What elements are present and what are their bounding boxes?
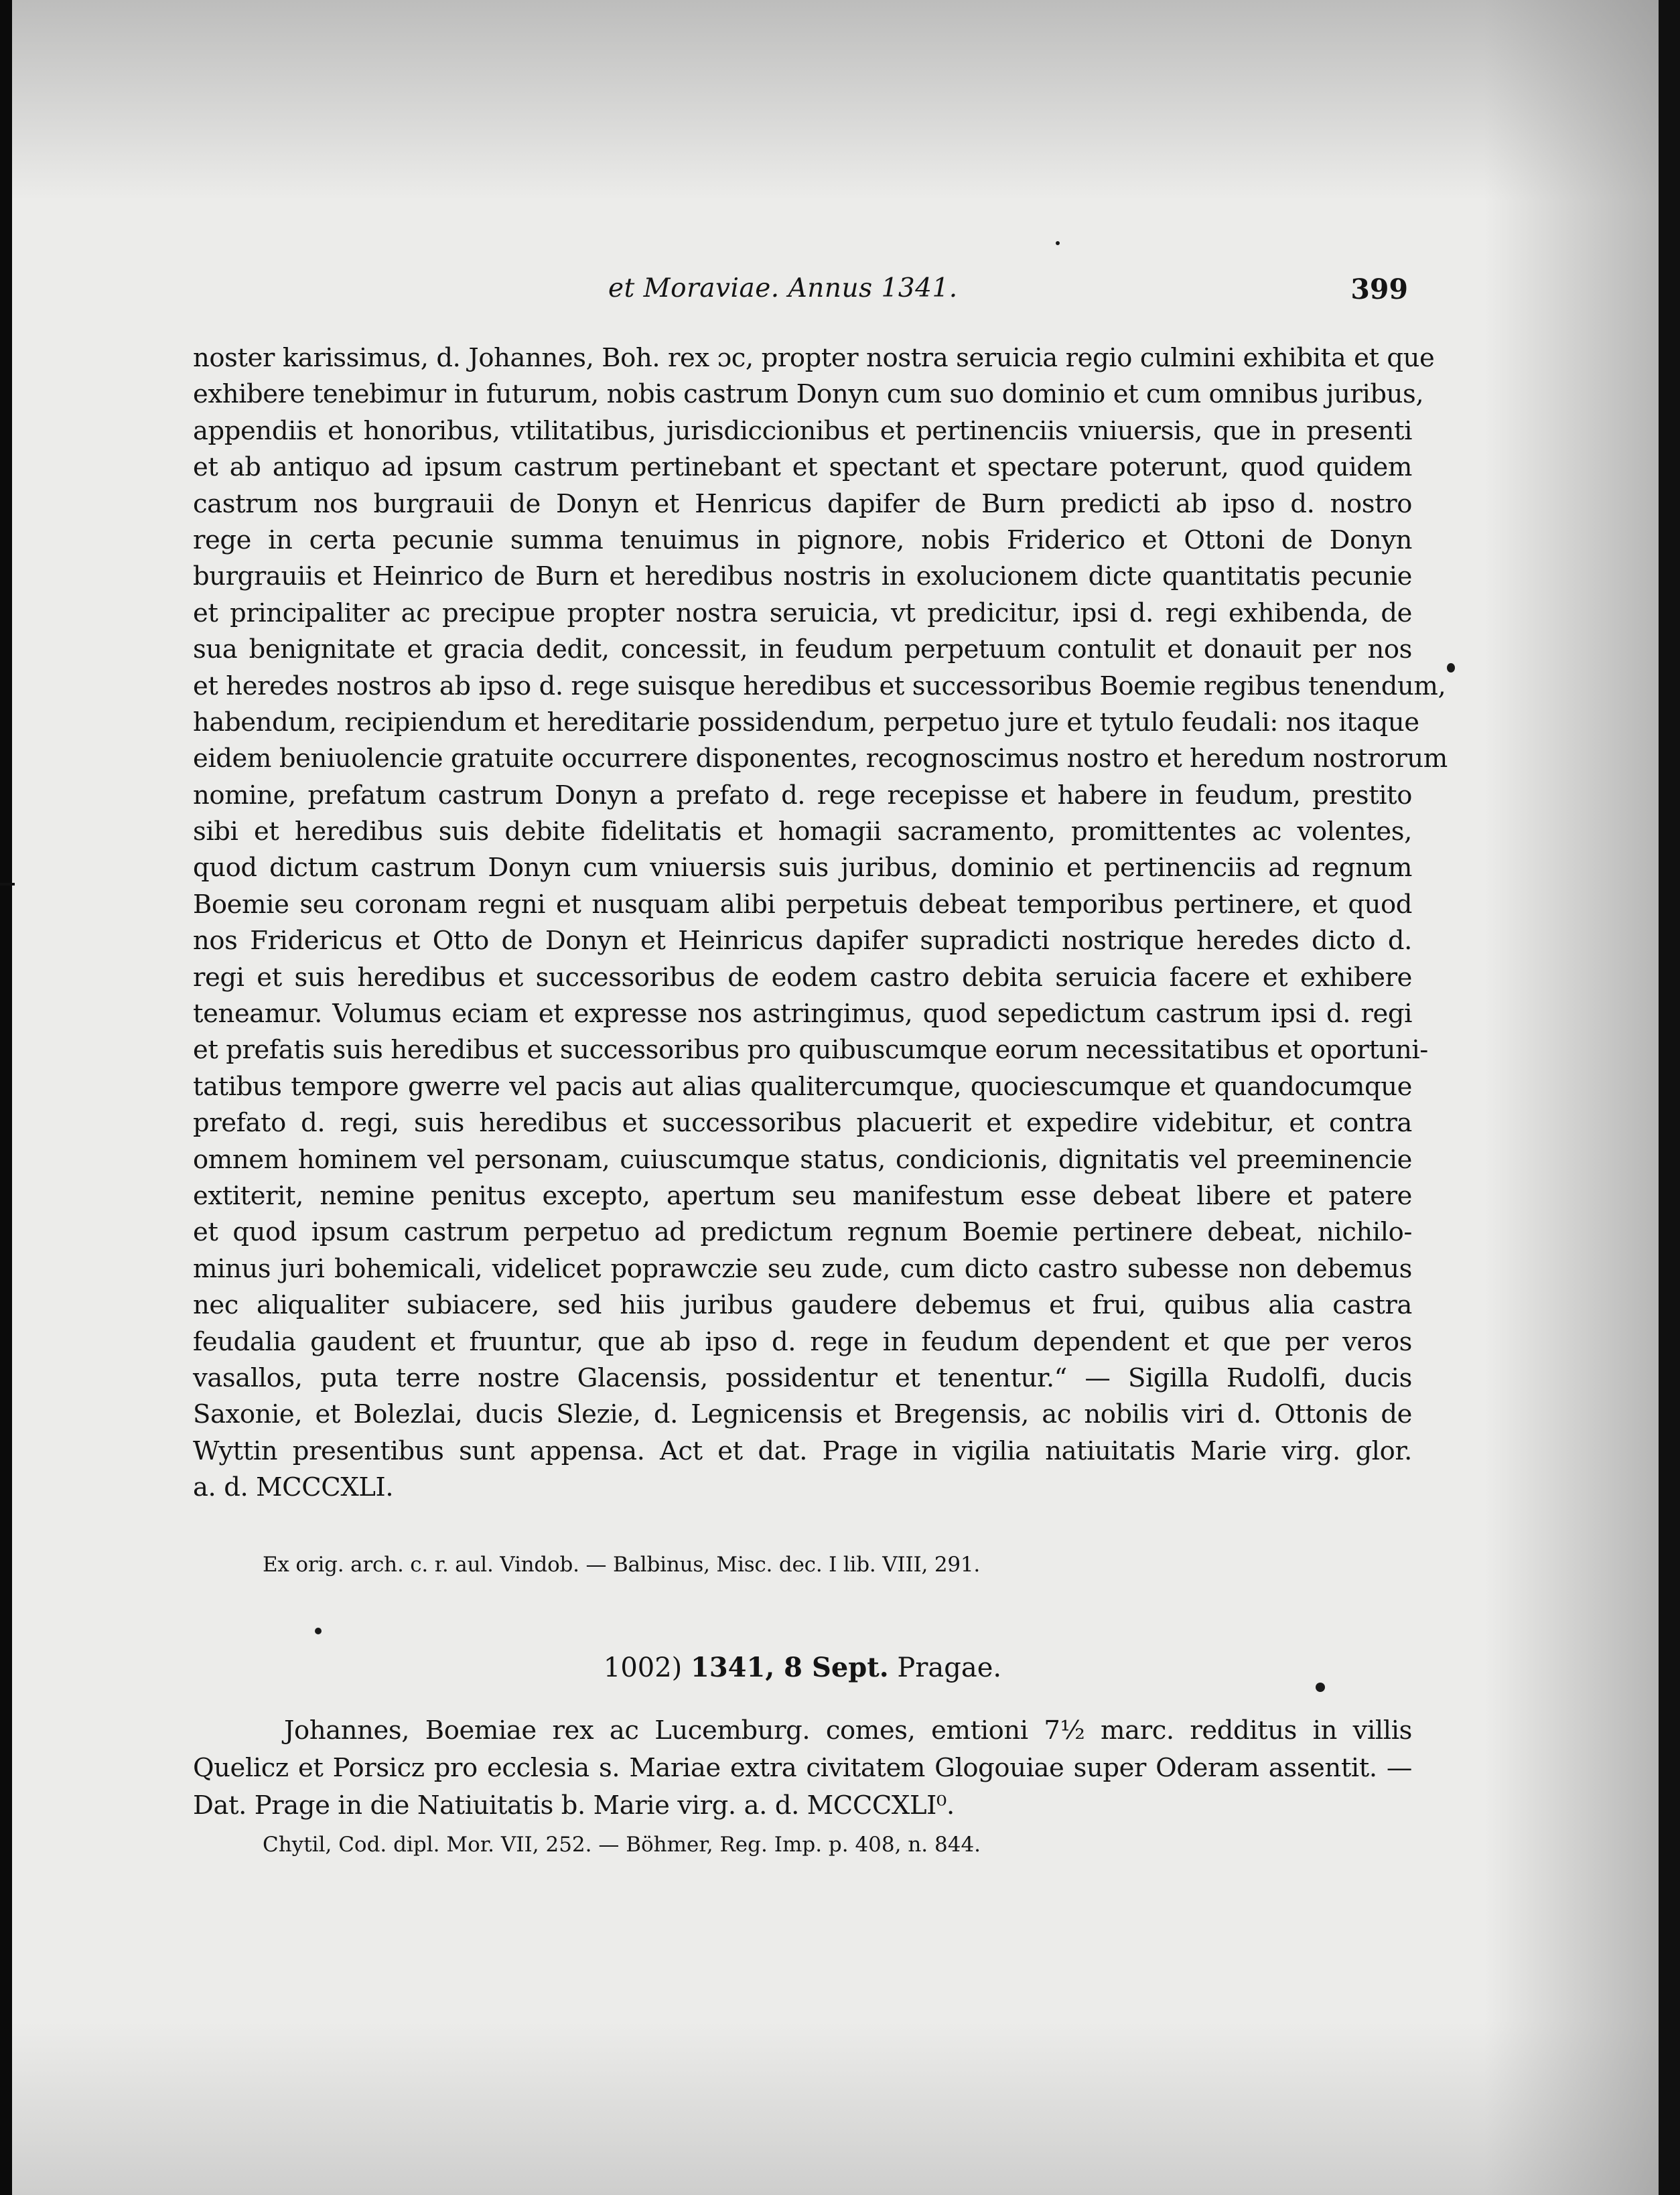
text-line: sua benignitate et gracia dedit, concessit, in feudum perpetuum contulit et donauit per nos (193, 634, 1412, 665)
page-number: 399 (1350, 273, 1408, 305)
entry-date: 1341, 8 Sept. (691, 1652, 889, 1683)
ink-speck (1316, 1683, 1325, 1692)
summary-line: Johannes, Boemiae rex ac Lucemburg. comes, emtioni 7½ marc. redditus in villis (284, 1715, 1412, 1746)
ink-speck (1447, 663, 1455, 672)
scan-border-right (1659, 0, 1680, 2195)
scan-shadow-right (1484, 0, 1659, 2195)
text-line: nomine, prefatum castrum Donyn a prefato d. rege recepisse et habere in feudum, prestito (193, 780, 1412, 810)
text-line: nec aliqualiter subiacere, sed hiis juribus gaudere debemus et frui, quibus alia castra (193, 1290, 1412, 1321)
source-note: Ex orig. arch. c. r. aul. Vindob. — Balbinus, Misc. dec. I lib. VIII, 291. (263, 1553, 981, 1577)
text-line: feudalia gaudent et fruuntur, que ab ipso d. rege in feudum dependent et que per veros (193, 1326, 1412, 1357)
text-line: exhibere tenebimur in futurum, nobis castrum Donyn cum suo dominio et cum omnibus juribus, (193, 379, 1424, 410)
text-line: castrum nos burgrauii de Donyn et Henricus dapifer de Burn predicti ab ipso d. nostro (193, 488, 1412, 519)
text-line: a. d. MCCCXLI. (193, 1472, 394, 1503)
entry-number: 1002) (603, 1652, 683, 1683)
ink-speck (315, 1628, 322, 1634)
text-line: Wyttin presentibus sunt appensa. Act et dat. Prage in vigilia natiuitatis Marie virg. glor. (193, 1435, 1412, 1466)
text-line: appendiis et honoribus, vtilitatibus, jurisdiccionibus et pertinenciis vniuersis, que in presenti (193, 415, 1412, 446)
entry-place: Pragae. (897, 1652, 1002, 1683)
charter-text (193, 340, 1448, 1506)
text-line: et prefatis suis heredibus et successoribus pro quibuscumque eorum necessitatibus et oportuni- (193, 1035, 1428, 1066)
text-line: omnem hominem vel personam, cuiuscumque status, condicionis, dignitatis vel preeminencie (193, 1144, 1412, 1175)
summary-line: Dat. Prage in die Natiuitatis b. Marie virg. a. d. MCCCXLI⁰. (193, 1790, 955, 1821)
text-line: Boemie seu coronam regni et nusquam alibi perpetuis debeat temporibus pertinere, et quod (193, 889, 1412, 920)
text-line: nos Fridericus et Otto de Donyn et Heinricus dapifer supradicti nostrique heredes dicto d. (193, 926, 1412, 957)
text-line: prefato d. regi, suis heredibus et successoribus placuerit et expedire videbitur, et contra (193, 1108, 1412, 1139)
text-line: regi et suis heredibus et successoribus de eodem castro debita seruicia facere et exhibere (193, 962, 1412, 993)
text-line: extiterit, nemine penitus excepto, apertum seu manifestum esse debeat libere et patere (193, 1180, 1412, 1211)
entry-citation: Chytil, Cod. dipl. Mor. VII, 252. — Böhmer, Reg. Imp. p. 408, n. 844. (263, 1833, 981, 1857)
text-line: burgrauiis et Heinrico de Burn et heredibus nostris in exolucionem dicte quantitatis pecunie (193, 561, 1412, 592)
scan-shadow-top (12, 0, 1659, 201)
text-line: et ab antiquo ad ipsum castrum pertinebant et spectant et spectare poterunt, quod quidem (193, 452, 1412, 483)
page-header (193, 273, 1412, 313)
text-line: sibi et heredibus suis debite fidelitatis et homagii sacramento, promittentes ac volentes, (193, 817, 1412, 847)
ink-speck (1056, 241, 1060, 245)
summary-line: Quelicz et Porsicz pro ecclesia s. Mariae extra civitatem Glogouiae super Oderam assentit. — (193, 1753, 1412, 1783)
text-line: eidem beniuolencie gratuite occurrere disponentes, recognoscimus nostro et heredum nostrorum (193, 744, 1448, 774)
entry-heading (193, 1652, 1412, 1683)
text-line: habendum, recipiendum et hereditarie possidendum, perpetuo jure et tytulo feudali: nos itaque (193, 707, 1419, 737)
text-line: rege in certa pecunie summa tenuimus in pignore, nobis Friderico et Ottoni de Donyn (193, 524, 1412, 555)
running-head: et Moraviae. Annus 1341. (608, 273, 958, 303)
text-line: noster karissimus, d. Johannes, Boh. rex ɔc, propter nostra seruicia regio culmini exhibita et que (193, 343, 1435, 373)
text-line: vasallos, puta terre nostre Glacensis, possidentur et tenentur.“ — Sigilla Rudolfi, ducis (193, 1362, 1412, 1393)
text-line: et heredes nostros ab ipso d. rege suisque heredibus et successoribus Boemie regibus tenendum, (193, 670, 1446, 701)
entry-summary (193, 1712, 1412, 1825)
text-line: et principaliter ac precipue propter nostra seruicia, vt predicitur, ipsi d. regi exhibenda, de (193, 597, 1412, 628)
text-line: minus juri bohemicali, videlicet poprawczie seu zude, cum dicto castro subesse non debemus (193, 1253, 1412, 1284)
scan-edge-mark (0, 883, 15, 886)
text-line: Saxonie, et Bolezlai, ducis Slezie, d. Legnicensis et Bregensis, ac nobilis viri d. Ottonis de (193, 1399, 1412, 1430)
text-line: et quod ipsum castrum perpetuo ad predictum regnum Boemie pertinere debeat, nichilo- (193, 1217, 1412, 1248)
scan-border-left (0, 0, 12, 2195)
text-line: tatibus tempore gwerre vel pacis aut alias qualitercumque, quociescumque et quandocumque (193, 1071, 1412, 1102)
scan-shadow-bottom (12, 2021, 1659, 2195)
text-line: teneamur. Volumus eciam et expresse nos astringimus, quod sepedictum castrum ipsi d. regi (193, 999, 1412, 1030)
text-line: quod dictum castrum Donyn cum vniuersis suis juribus, dominio et pertinenciis ad regnum (193, 853, 1412, 883)
